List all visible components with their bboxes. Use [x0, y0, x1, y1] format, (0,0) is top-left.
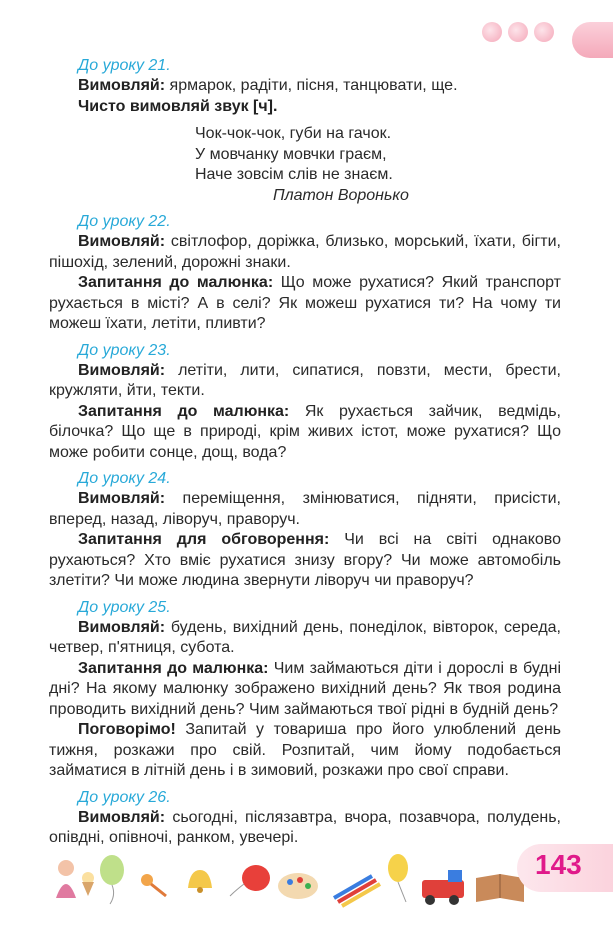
- paragraph: Запитання до малюнка: Чим займаються діти і дорослі в будні дні? На якому малюнку зображено вихідний день? Як твоя родина проводить вихідний день? Чим займаються твої рідні в будній день?: [49, 659, 562, 718]
- poem-author: Платон Воронько: [273, 186, 409, 204]
- paragraph: Поговорімо! Запитай у товариша про його улюблений день тижня, розкажи про свій. Розпитай, чим йому подобається займатися в літній день і в зимовий, розкажи про свої справи.: [49, 721, 561, 779]
- paragraph: Вимовляй: летіти, лити, сипатися, повзти, мести, брести, кружляти, йти, текти.: [49, 361, 561, 399]
- label: Вимовляй:: [78, 618, 166, 636]
- toy-train-icon: [422, 870, 464, 905]
- label: Вимовляй:: [78, 361, 166, 379]
- rattle-icon: [141, 874, 166, 896]
- paragraph: Запитання до малюнка: Як рухається зайчик, ведмідь, білочка? Що ще в природі, крім живих істот, може рухатися? Що може робити сонце, дощ, вода?: [49, 402, 561, 461]
- label: Поговорімо!: [78, 721, 176, 738]
- bell-icon: [188, 870, 212, 893]
- paragraph: Запитання для обговорення: Чи всі на світі однаково рухаються? Хто вміє рухатися знизу вгору? Чи може автомобіль злетіти? Чи може людина звернути ліворуч чи праворуч?: [49, 531, 561, 589]
- yellow-balloon-icon: [388, 854, 408, 902]
- label: Чисто вимовляй звук [ч].: [78, 97, 278, 115]
- pink-dot-icon: [534, 22, 554, 42]
- lesson-heading: До уроку 23.: [78, 341, 171, 359]
- lesson-heading: До уроку 26.: [78, 788, 171, 806]
- top-decoration: [482, 22, 613, 52]
- paragraph: Вимовляй: переміщення, змінюватися, підняти, присісти, вперед, назад, ліворуч, праворуч.: [49, 490, 561, 528]
- paragraph: Вимовляй: ярмарок, радіти, пісня, танцювати, ще.: [78, 77, 458, 94]
- book-icon: [476, 874, 524, 902]
- red-balloon-icon: [230, 865, 270, 896]
- paragraph: Вимовляй: будень, вихідний день, понеділок, вівторок, середа, четвер, п'ятниця, субота.: [49, 618, 561, 656]
- label: Вимовляй:: [78, 490, 166, 507]
- label: Запитання до малюнка:: [78, 402, 290, 420]
- poem-line: Наче зовсім слів не знаєм.: [195, 166, 393, 183]
- balloon-icon: [100, 855, 124, 904]
- pencils-icon: [334, 876, 380, 906]
- label: Запитання до малюнка:: [78, 659, 269, 677]
- lesson-heading: До уроку 22.: [78, 213, 171, 230]
- pink-dot-icon: [482, 22, 502, 42]
- page-number-badge: [517, 844, 613, 892]
- pink-tab-decoration: [572, 22, 613, 58]
- label: Запитання для обговорення:: [78, 531, 330, 548]
- lesson-heading: До уроку 24.: [78, 470, 171, 487]
- label: Вимовляй:: [78, 808, 166, 826]
- lesson-heading: До уроку 21.: [78, 57, 171, 74]
- paragraph: Вимовляй: сьогодні, післязавтра, вчора, позавчора, полудень, опівдні, опівночі, ранком, увечері.: [49, 808, 561, 846]
- label: Вимовляй:: [78, 233, 166, 250]
- lesson-heading: До уроку 25.: [78, 598, 171, 616]
- palette-icon: [278, 873, 318, 899]
- page-content: [49, 56, 561, 849]
- poem: [195, 124, 561, 206]
- poem-line: Чок-чок-чок, губи на гачок.: [195, 125, 392, 142]
- label: Вимовляй:: [78, 77, 166, 94]
- pink-dot-icon: [508, 22, 528, 42]
- paragraph: [49, 97, 561, 118]
- paragraph: Запитання до малюнка: Що може рухатися? Який транспорт рухається в місті? А в селі? Як можеш рухатися ти? На чому ти можеш їхати, летіти, пливти?: [49, 274, 562, 332]
- paragraph: Вимовляй: світлофор, доріжка, близько, морський, їхати, бігти, пішохід, зелений, дорожні знаки.: [49, 233, 561, 271]
- page-number: 143: [535, 849, 582, 880]
- doll-icon: [56, 860, 76, 898]
- poem-line: У мовчанку мовчки граєм,: [195, 145, 387, 163]
- label: Запитання до малюнка:: [78, 274, 274, 291]
- ice-cream-icon: [82, 872, 94, 896]
